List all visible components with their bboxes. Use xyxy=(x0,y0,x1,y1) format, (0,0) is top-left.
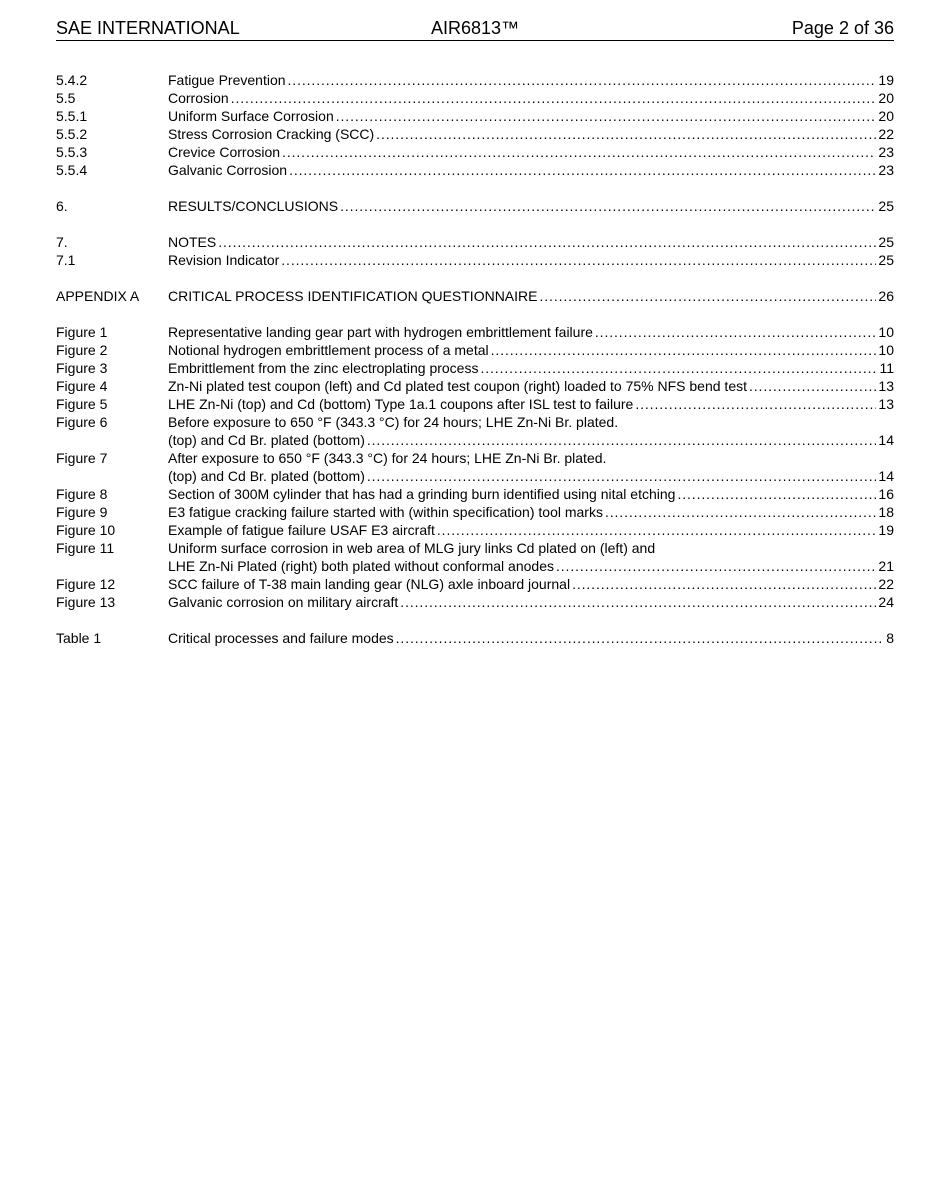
toc-entry[interactable] xyxy=(56,161,894,179)
toc-entry-body xyxy=(168,377,894,395)
toc-entry-line xyxy=(168,431,894,449)
toc-entry-number: Figure 5 xyxy=(56,396,108,412)
toc-entry-body xyxy=(168,593,894,611)
toc-entry-line xyxy=(168,251,894,269)
dot-leader xyxy=(334,107,877,125)
toc-entry-body xyxy=(168,629,894,647)
toc-entry-number: Figure 10 xyxy=(56,522,116,538)
toc-entry-body xyxy=(168,287,894,305)
toc-entry[interactable] xyxy=(56,485,894,503)
toc-entry-body xyxy=(168,449,894,485)
toc-entry-title-line: Before exposure to 650 °F (343.3 °C) for 24 hours; LHE Zn-Ni Br. plated. xyxy=(168,414,619,430)
toc-entry-number: Figure 8 xyxy=(56,486,108,502)
toc-entry-line xyxy=(168,125,894,143)
toc-entry-body xyxy=(168,575,894,593)
toc-entry-body xyxy=(168,161,894,179)
group-spacer xyxy=(56,269,894,287)
toc-entry-body xyxy=(168,395,894,413)
toc-entry-body xyxy=(168,107,894,125)
toc-entry-page: 25 xyxy=(878,234,894,250)
toc-entry-number: 7. xyxy=(56,234,68,250)
toc-entry[interactable] xyxy=(56,395,894,413)
toc-entry-body xyxy=(168,143,894,161)
toc-entry-line xyxy=(168,467,894,485)
dot-leader xyxy=(398,593,876,611)
dot-leader xyxy=(216,233,876,251)
toc-entry-page: 20 xyxy=(878,90,894,106)
toc-entry-line xyxy=(168,521,894,539)
toc-entry-page: 20 xyxy=(878,108,894,124)
toc-entry-number: 5.5.4 xyxy=(56,162,88,178)
toc-entry-page: 14 xyxy=(878,432,894,448)
toc-entry[interactable] xyxy=(56,359,894,377)
toc-entry-line xyxy=(168,359,894,377)
toc-entry-number: 5.5.3 xyxy=(56,144,88,160)
toc-entry-number: Figure 11 xyxy=(56,540,115,556)
dot-leader xyxy=(338,197,876,215)
toc-entry[interactable] xyxy=(56,377,894,395)
toc-entry[interactable] xyxy=(56,593,894,611)
toc-entry-line xyxy=(168,197,894,215)
toc-entry-number: 5.5.2 xyxy=(56,126,88,142)
toc-entry-number: 7.1 xyxy=(56,252,76,268)
toc-entry-page: 23 xyxy=(878,144,894,160)
toc-entry-title: Galvanic Corrosion xyxy=(168,162,288,178)
group-spacer xyxy=(56,611,894,629)
toc-entry[interactable] xyxy=(56,197,894,215)
toc-entry-title: SCC failure of T-38 main landing gear (NLG) axle inboard journal xyxy=(168,576,571,592)
toc-entry-title: Representative landing gear part with hydrogen embrittlement failure xyxy=(168,324,593,340)
toc-entry-number: 5.5.1 xyxy=(56,108,88,124)
toc-entry-title: Corrosion xyxy=(168,90,229,106)
toc-entry[interactable] xyxy=(56,89,894,107)
toc-entry-title: Notional hydrogen embrittlement process of a metal xyxy=(168,342,489,358)
toc-entry-line xyxy=(168,503,894,521)
toc-entry-title: (top) and Cd Br. plated (bottom) xyxy=(168,432,365,448)
dot-leader xyxy=(365,467,877,485)
toc-entry-body xyxy=(168,89,894,107)
toc-entry-page: 11 xyxy=(879,360,894,376)
toc-entry-number: Figure 4 xyxy=(56,378,108,394)
toc-entry-page: 14 xyxy=(878,468,894,484)
toc-entry[interactable] xyxy=(56,125,894,143)
toc-entry[interactable] xyxy=(56,323,894,341)
dot-leader xyxy=(537,287,876,305)
dot-leader xyxy=(394,629,885,647)
toc-entry[interactable] xyxy=(56,143,894,161)
toc-entry-page: 25 xyxy=(878,198,894,214)
toc-entry-page: 22 xyxy=(878,126,894,142)
dot-leader xyxy=(489,341,877,359)
toc-entry-title: Embrittlement from the zinc electroplating process xyxy=(168,360,479,376)
page-number: Page 2 of 36 xyxy=(791,18,894,38)
toc-entry-title: E3 fatigue cracking failure started with (within specification) tool marks xyxy=(168,504,603,520)
dot-leader xyxy=(286,71,877,89)
toc-entry-body xyxy=(168,323,894,341)
dot-leader xyxy=(280,143,876,161)
dot-leader xyxy=(593,323,877,341)
toc-entry-title: LHE Zn-Ni (top) and Cd (bottom) Type 1a.1 coupons after ISL test to failure xyxy=(168,396,634,412)
toc-entry-line xyxy=(168,593,894,611)
dot-leader xyxy=(279,251,876,269)
toc-entry-body xyxy=(168,521,894,539)
toc-entry-page: 13 xyxy=(878,378,894,394)
toc-entry-body xyxy=(168,413,894,449)
dot-leader xyxy=(554,557,876,575)
toc-entry-page: 21 xyxy=(878,558,894,574)
toc-entry[interactable] xyxy=(56,287,894,305)
toc-entry-body xyxy=(168,251,894,269)
toc-entry-body xyxy=(168,503,894,521)
toc-entry-line xyxy=(168,143,894,161)
toc-entry-title-line: Uniform surface corrosion in web area of MLG jury links Cd plated on (left) and xyxy=(168,540,656,556)
toc-entry-number: Figure 9 xyxy=(56,504,108,520)
toc-entry-title: Fatigue Prevention xyxy=(168,72,286,88)
toc-entry-title: LHE Zn-Ni Plated (right) both plated without conformal anodes xyxy=(168,558,554,574)
toc-entry-page: 22 xyxy=(878,576,894,592)
dot-leader xyxy=(478,359,877,377)
toc-entry-body xyxy=(168,197,894,215)
table-of-contents xyxy=(56,71,894,647)
toc-entry-title: Example of fatigue failure USAF E3 aircraft xyxy=(168,522,435,538)
toc-entry-title: Uniform Surface Corrosion xyxy=(168,108,334,124)
toc-entry-title: Zn-Ni plated test coupon (left) and Cd plated test coupon (right) loaded to 75% NFS bend test xyxy=(168,378,747,394)
toc-entry[interactable] xyxy=(56,413,894,449)
toc-entry[interactable] xyxy=(56,233,894,251)
toc-entry-line xyxy=(168,161,894,179)
toc-entry-page: 13 xyxy=(878,396,894,412)
toc-entry[interactable] xyxy=(56,71,894,89)
dot-leader xyxy=(287,161,876,179)
toc-entry-line xyxy=(168,575,894,593)
toc-entry-number: 6. xyxy=(56,198,68,214)
toc-entry[interactable] xyxy=(56,629,894,647)
toc-entry-line xyxy=(168,107,894,125)
toc-entry-number: 5.4.2 xyxy=(56,72,88,88)
toc-entry-page: 19 xyxy=(878,522,894,538)
toc-entry[interactable] xyxy=(56,107,894,125)
group-spacer xyxy=(56,305,894,323)
toc-entry-number: Figure 6 xyxy=(56,414,108,430)
toc-entry-number: Figure 13 xyxy=(56,594,116,610)
toc-entry[interactable] xyxy=(56,503,894,521)
toc-entry-title: Critical processes and failure modes xyxy=(168,630,394,646)
toc-entry-title: Revision Indicator xyxy=(168,252,280,268)
toc-entry-title: Section of 300M cylinder that has had a grinding burn identified using nital etching xyxy=(168,486,676,502)
toc-entry-number: Figure 2 xyxy=(56,342,108,358)
toc-entry-body xyxy=(168,71,894,89)
toc-entry-page: 24 xyxy=(878,594,894,610)
toc-entry-body xyxy=(168,359,894,377)
dot-leader xyxy=(603,503,876,521)
dot-leader xyxy=(435,521,877,539)
toc-entry-number: Figure 3 xyxy=(56,360,108,376)
toc-entry-line xyxy=(168,395,894,413)
toc-entry-page: 18 xyxy=(878,504,894,520)
toc-entry-body xyxy=(168,125,894,143)
toc-entry-line xyxy=(168,233,894,251)
toc-entry-line xyxy=(168,629,894,647)
toc-entry-line xyxy=(168,287,894,305)
group-spacer xyxy=(56,179,894,197)
toc-entry[interactable] xyxy=(56,521,894,539)
toc-entry-page: 8 xyxy=(886,630,894,646)
toc-entry-page: 16 xyxy=(878,486,894,502)
group-spacer xyxy=(56,215,894,233)
page-header xyxy=(56,16,894,41)
toc-entry[interactable] xyxy=(56,449,894,485)
document-number: AIR6813™ xyxy=(430,18,520,38)
toc-entry-body xyxy=(168,539,894,575)
toc-entry[interactable] xyxy=(56,341,894,359)
toc-entry-page: 10 xyxy=(878,324,894,340)
dot-leader xyxy=(365,431,877,449)
dot-leader xyxy=(374,125,876,143)
toc-entry-title: (top) and Cd Br. plated (bottom) xyxy=(168,468,365,484)
toc-entry-line xyxy=(168,89,894,107)
toc-entry-line xyxy=(168,341,894,359)
dot-leader xyxy=(675,485,876,503)
toc-entry[interactable] xyxy=(56,251,894,269)
toc-entry-page: 23 xyxy=(878,162,894,178)
toc-entry[interactable] xyxy=(56,539,894,575)
toc-entry-number: Figure 1 xyxy=(56,324,108,340)
toc-entry-title: RESULTS/CONCLUSIONS xyxy=(168,198,339,214)
toc-entry-number: Table 1 xyxy=(56,630,102,646)
toc-entry-page: 10 xyxy=(878,342,894,358)
toc-entry[interactable] xyxy=(56,575,894,593)
toc-entry-title-line: After exposure to 650 °F (343.3 °C) for 24 hours; LHE Zn-Ni Br. plated. xyxy=(168,450,607,466)
dot-leader xyxy=(570,575,876,593)
toc-entry-number: APPENDIX A xyxy=(56,288,140,304)
toc-entry-body xyxy=(168,485,894,503)
toc-entry-title: Galvanic corrosion on military aircraft xyxy=(168,594,399,610)
toc-entry-line xyxy=(168,323,894,341)
toc-entry-body xyxy=(168,233,894,251)
toc-entry-line xyxy=(168,485,894,503)
toc-entry-page: 26 xyxy=(878,288,894,304)
dot-leader xyxy=(229,89,877,107)
toc-entry-line xyxy=(168,71,894,89)
toc-entry-number: Figure 12 xyxy=(56,576,116,592)
dot-leader xyxy=(747,377,876,395)
toc-entry-title: Crevice Corrosion xyxy=(168,144,281,160)
toc-entry-body xyxy=(168,341,894,359)
toc-entry-line xyxy=(168,377,894,395)
toc-entry-line xyxy=(168,557,894,575)
toc-entry-title: NOTES xyxy=(168,234,217,250)
toc-entry-title: Stress Corrosion Cracking (SCC) xyxy=(168,126,375,142)
toc-entry-number: 5.5 xyxy=(56,90,76,106)
toc-entry-number: Figure 7 xyxy=(56,450,108,466)
toc-entry-title: CRITICAL PROCESS IDENTIFICATION QUESTIONNAIRE xyxy=(168,288,538,304)
publisher-name: SAE INTERNATIONAL xyxy=(56,18,240,38)
toc-entry-page: 19 xyxy=(878,72,894,88)
dot-leader xyxy=(633,395,876,413)
toc-entry-page: 25 xyxy=(878,252,894,268)
